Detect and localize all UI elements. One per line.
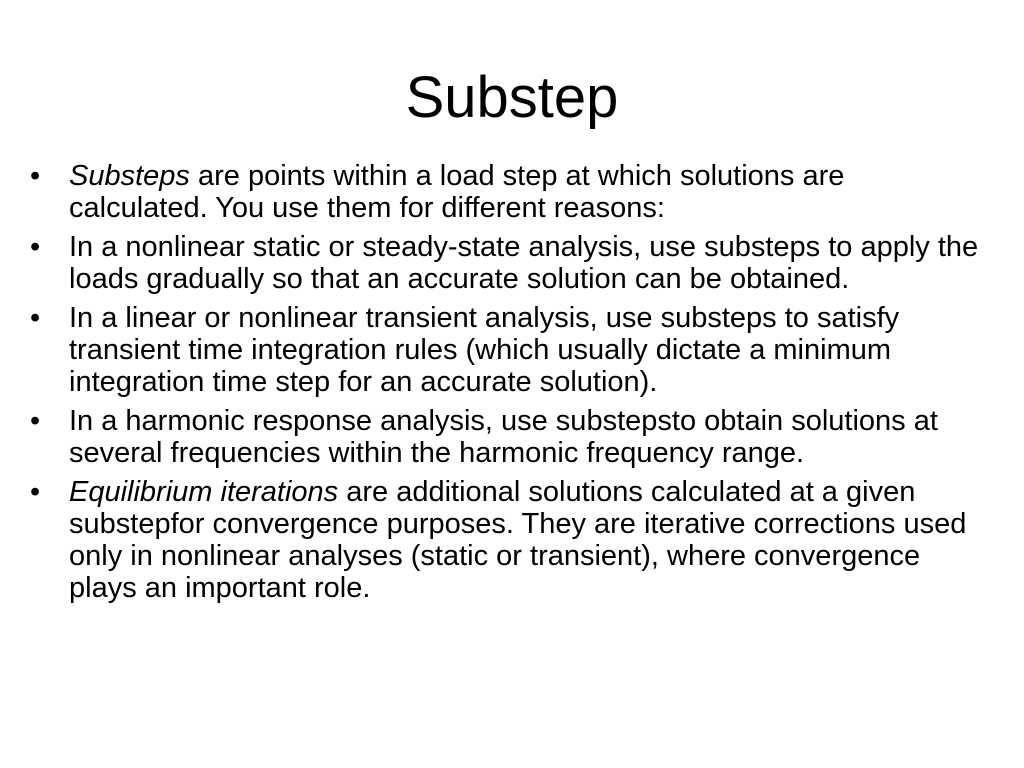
bullet-item-equilibrium xyxy=(30,476,990,604)
bullet-emphasis: Equilibrium iterations xyxy=(69,476,339,508)
bullet-dot-icon: • xyxy=(30,231,41,263)
bullet-dot-icon: • xyxy=(30,405,41,437)
bullet-text: are additional solutions calculated at a given substepfor convergence purposes. They are iterative corrections used only in nonlinear analyses (static or transient), where convergence plays an important role. xyxy=(69,476,967,604)
bullet-dot-icon: • xyxy=(30,160,41,192)
bullet-list xyxy=(30,160,990,611)
bullet-item-substeps xyxy=(30,160,990,224)
bullet-dot-icon: • xyxy=(30,476,41,508)
bullet-text: are points within a load step at which solutions are calculated. You use them for different reasons: xyxy=(69,160,845,224)
bullet-item-nonlinear-static xyxy=(30,231,990,295)
bullet-text: In a linear or nonlinear transient analysis, use substeps to satisfy transient time integration rules (which usually dictate a minimum integration time step for an accurate solution). xyxy=(69,302,900,398)
bullet-dot-icon: • xyxy=(30,302,41,334)
bullet-emphasis: Substeps xyxy=(69,160,190,192)
slide-title: Substep xyxy=(405,65,619,130)
bullet-item-harmonic xyxy=(30,405,990,469)
bullet-text: In a harmonic response analysis, use substepsto obtain solutions at several frequencies within the harmonic frequency range. xyxy=(69,405,938,469)
bullet-item-transient xyxy=(30,302,990,398)
bullet-text: In a nonlinear static or steady-state analysis, use substeps to apply the loads gradually so that an accurate solution can be obtained. xyxy=(69,231,979,295)
